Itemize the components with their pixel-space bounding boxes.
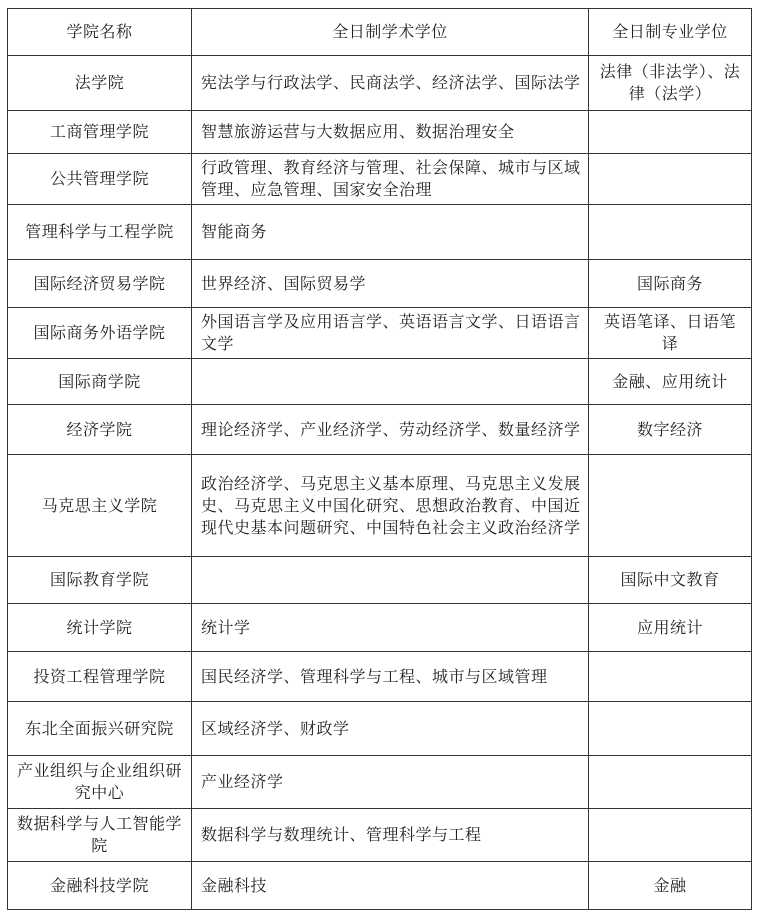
professional-degree-cell: 国际商务: [589, 260, 752, 308]
academic-degree-cell: 宪法学与行政法学、民商法学、经济法学、国际法学: [192, 56, 589, 111]
academic-degree-cell: [192, 557, 589, 604]
college-cell: 投资工程管理学院: [8, 652, 192, 702]
table-row: [8, 260, 752, 308]
professional-degree-cell: [589, 154, 752, 205]
table-header-row: [8, 9, 752, 56]
academic-degree-cell: 行政管理、教育经济与管理、社会保障、城市与区域管理、应急管理、国家安全治理: [192, 154, 589, 205]
academic-degree-cell: 外国语言学及应用语言学、英语语言文学、日语语言文学: [192, 308, 589, 359]
header-college: 学院名称: [8, 9, 192, 56]
academic-degree-cell: 统计学: [192, 604, 589, 652]
table-row: [8, 56, 752, 111]
table-row: [8, 308, 752, 359]
academic-degree-cell: 区域经济学、财政学: [192, 702, 589, 756]
table-row: [8, 111, 752, 154]
professional-degree-cell: 金融、应用统计: [589, 359, 752, 405]
academic-degree-cell: 世界经济、国际贸易学: [192, 260, 589, 308]
college-cell: 东北全面振兴研究院: [8, 702, 192, 756]
table-row: [8, 862, 752, 910]
college-cell: 国际商学院: [8, 359, 192, 405]
table-row: [8, 756, 752, 809]
academic-degree-cell: 智能商务: [192, 205, 589, 260]
professional-degree-cell: [589, 702, 752, 756]
college-cell: 产业组织与企业组织研究中心: [8, 756, 192, 809]
academic-degree-cell: 金融科技: [192, 862, 589, 910]
professional-degree-cell: 金融: [589, 862, 752, 910]
professional-degree-cell: [589, 756, 752, 809]
professional-degree-cell: [589, 809, 752, 862]
professional-degree-cell: 国际中文教育: [589, 557, 752, 604]
table-row: [8, 405, 752, 455]
professional-degree-cell: 应用统计: [589, 604, 752, 652]
professional-degree-cell: [589, 111, 752, 154]
professional-degree-cell: 英语笔译、日语笔译: [589, 308, 752, 359]
table-row: [8, 359, 752, 405]
college-cell: 经济学院: [8, 405, 192, 455]
college-cell: 国际教育学院: [8, 557, 192, 604]
professional-degree-cell: [589, 455, 752, 557]
academic-degree-cell: 数据科学与数理统计、管理科学与工程: [192, 809, 589, 862]
college-cell: 国际商务外语学院: [8, 308, 192, 359]
college-cell: 统计学院: [8, 604, 192, 652]
college-cell: 马克思主义学院: [8, 455, 192, 557]
table-row: [8, 205, 752, 260]
header-academic: 全日制学术学位: [192, 9, 589, 56]
academic-degree-cell: 理论经济学、产业经济学、劳动经济学、数量经济学: [192, 405, 589, 455]
professional-degree-cell: [589, 205, 752, 260]
header-professional: 全日制专业学位: [589, 9, 752, 56]
table-row: [8, 652, 752, 702]
college-cell: 公共管理学院: [8, 154, 192, 205]
college-cell: 数据科学与人工智能学院: [8, 809, 192, 862]
college-degree-table: [7, 8, 752, 910]
table-row: [8, 455, 752, 557]
college-cell: 工商管理学院: [8, 111, 192, 154]
college-cell: 管理科学与工程学院: [8, 205, 192, 260]
college-cell: 国际经济贸易学院: [8, 260, 192, 308]
professional-degree-cell: [589, 652, 752, 702]
academic-degree-cell: [192, 359, 589, 405]
academic-degree-cell: 政治经济学、马克思主义基本原理、马克思主义发展史、马克思主义中国化研究、思想政治教育、中国近现代史基本问题研究、中国特色社会主义政治经济学: [192, 455, 589, 557]
academic-degree-cell: 产业经济学: [192, 756, 589, 809]
college-cell: 金融科技学院: [8, 862, 192, 910]
table-row: [8, 702, 752, 756]
table-row: [8, 154, 752, 205]
professional-degree-cell: 数字经济: [589, 405, 752, 455]
table-row: [8, 809, 752, 862]
academic-degree-cell: 智慧旅游运营与大数据应用、数据治理安全: [192, 111, 589, 154]
table-row: [8, 604, 752, 652]
academic-degree-cell: 国民经济学、管理科学与工程、城市与区域管理: [192, 652, 589, 702]
professional-degree-cell: 法律（非法学）、法律（法学）: [589, 56, 752, 111]
college-cell: 法学院: [8, 56, 192, 111]
table-row: [8, 557, 752, 604]
